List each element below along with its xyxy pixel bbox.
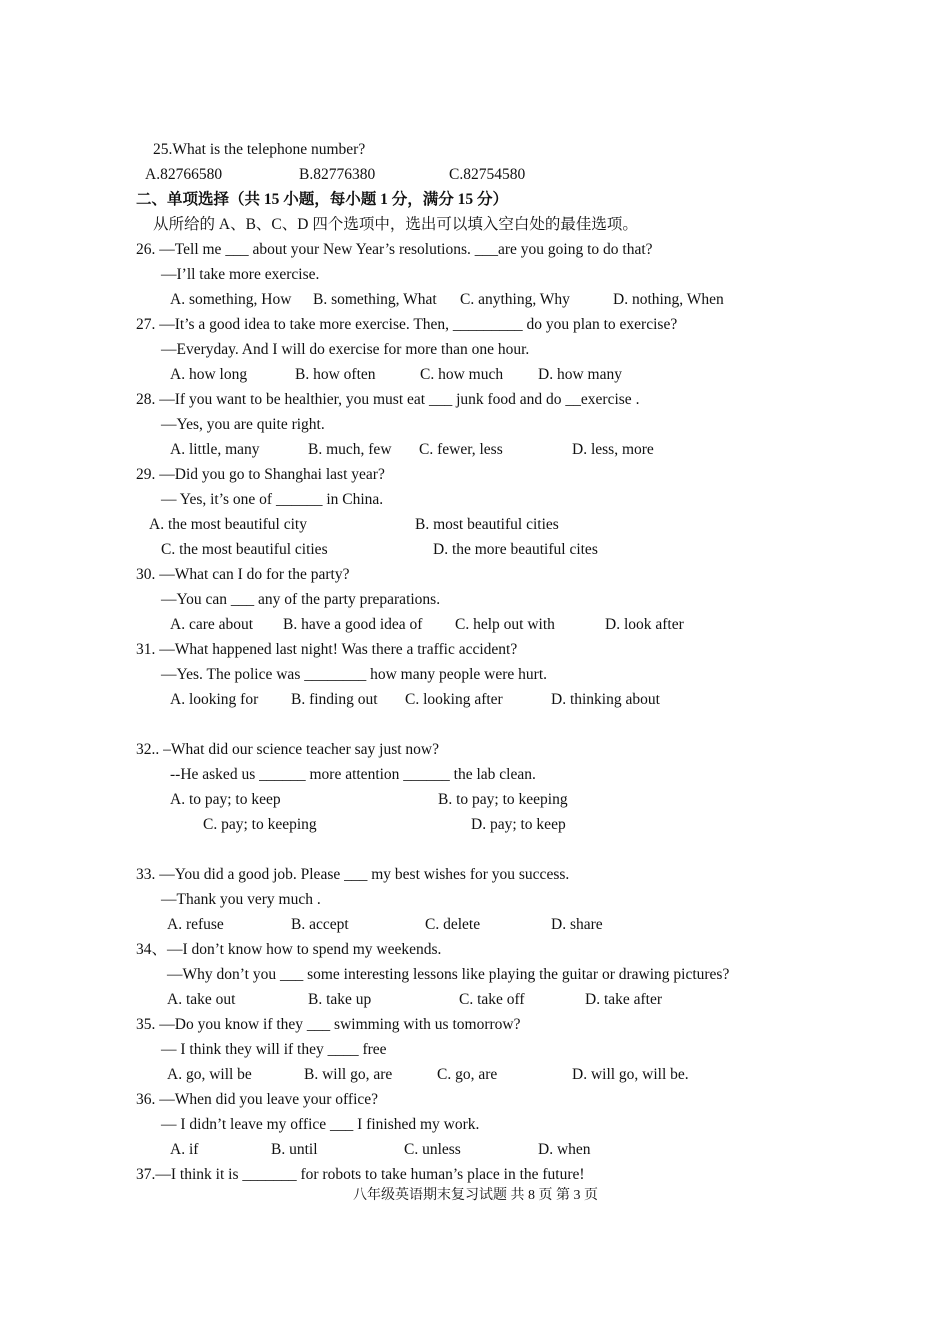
option-31-a: A. looking for [170,691,259,708]
option-32-b: B. to pay; to keeping [438,791,568,808]
option-29-b: B. most beautiful cities [415,516,559,533]
option-31-c: C. looking after [405,691,503,708]
option-25-a: A.82766580 [145,166,223,183]
option-35-d: D. will go, will be. [572,1066,689,1083]
option-30-d: D. look after [605,616,684,633]
option-29-c: C. the most beautiful cities [161,541,328,558]
option-28-d: D. less, more [572,441,654,458]
page-footer: 八年级英语期末复习试题 共 8 页 第 3 页 [353,1188,598,1203]
question-35: 35. —Do you know if they ___ swimming with us tomorrow? [136,1016,521,1033]
answer-34: —Why don’t you ___ some interesting lessons like playing the guitar or drawing pictures? [167,966,730,983]
option-31-d: D. thinking about [551,691,660,708]
option-34-b: B. take up [308,991,372,1008]
question-33: 33. —You did a good job. Please ___ my best wishes for you success. [136,866,570,883]
option-34-d: D. take after [585,991,663,1008]
question-36: 36. —When did you leave your office? [136,1091,379,1108]
option-27-c: C. how much [420,366,504,383]
option-29-d: D. the more beautiful cites [433,541,598,558]
option-26-d: D. nothing, When [613,291,724,308]
section-instruction: 从所给的 A、B、C、D 四个选项中，选出可以填入空白处的最佳选项。 [153,216,638,233]
option-35-b: B. will go, are [304,1066,393,1083]
option-30-c: C. help out with [455,616,555,633]
question-25: 25.What is the telephone number? [153,141,366,158]
option-33-d: D. share [551,916,603,933]
question-30: 30. —What can I do for the party? [136,566,350,583]
question-29: 29. —Did you go to Shanghai last year? [136,466,385,483]
option-33-b: B. accept [291,916,349,933]
option-29-a: A. the most beautiful city [149,516,307,533]
question-31: 31. —What happened last night! Was there a traffic accident? [136,641,518,658]
option-33-c: C. delete [425,916,481,933]
answer-26: —I’ll take more exercise. [161,266,320,283]
option-32-a: A. to pay; to keep [170,791,281,808]
answer-29: — Yes, it’s one of ______ in China. [161,491,384,508]
answer-31: —Yes. The police was ________ how many people were hurt. [161,666,548,683]
option-27-b: B. how often [295,366,376,383]
option-31-b: B. finding out [291,691,378,708]
question-28: 28. —If you want to be healthier, you must eat ___ junk food and do __exercise . [136,391,640,408]
option-32-d: D. pay; to keep [471,816,566,833]
option-25-c: C.82754580 [449,166,526,183]
option-36-a: A. if [170,1141,199,1158]
option-30-b: B. have a good idea of [283,616,423,633]
option-25-b: B.82776380 [299,166,376,183]
answer-30: —You can ___ any of the party preparations. [161,591,441,608]
answer-33: —Thank you very much . [161,891,321,908]
option-27-a: A. how long [170,366,248,383]
option-28-a: A. little, many [170,441,260,458]
answer-36: — I didn’t leave my office ___ I finished my work. [161,1116,480,1133]
option-26-a: A. something, How [170,291,292,308]
option-36-b: B. until [271,1141,318,1158]
question-26: 26. —Tell me ___ about your New Year’s resolutions. ___are you going to do that? [136,241,653,258]
question-34: 34、—I don’t know how to spend my weekends. [136,941,442,958]
option-34-a: A. take out [167,991,236,1008]
option-36-c: C. unless [404,1141,461,1158]
option-28-b: B. much, few [308,441,392,458]
option-27-d: D. how many [538,366,622,383]
option-34-c: C. take off [459,991,525,1008]
answer-28: —Yes, you are quite right. [161,416,325,433]
option-32-c: C. pay; to keeping [203,816,317,833]
option-28-c: C. fewer, less [419,441,503,458]
answer-35: — I think they will if they ____ free [161,1041,387,1058]
option-36-d: D. when [538,1141,591,1158]
question-32: 32.. –What did our science teacher say just now? [136,741,440,758]
option-35-a: A. go, will be [167,1066,252,1083]
option-35-c: C. go, are [437,1066,498,1083]
option-26-c: C. anything, Why [460,291,570,308]
option-26-b: B. something, What [313,291,437,308]
section-heading: 二、单项选择（共 15 小题，每小题 1 分，满分 15 分） [136,191,509,208]
option-33-a: A. refuse [167,916,224,933]
answer-32: --He asked us ______ more attention ______ the lab clean. [170,766,536,783]
question-27: 27. —It’s a good idea to take more exercise. Then, _________ do you plan to exercise? [136,316,678,333]
option-30-a: A. care about [170,616,254,633]
answer-27: —Everyday. And I will do exercise for more than one hour. [161,341,530,358]
question-37: 37.—I think it is _______ for robots to take human’s place in the future! [136,1166,585,1183]
